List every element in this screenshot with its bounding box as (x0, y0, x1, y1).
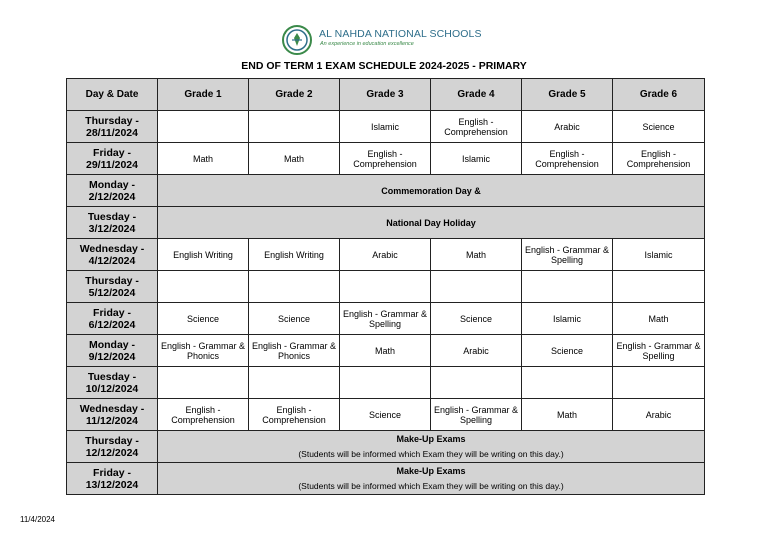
exam-cell: Science (522, 335, 613, 367)
day-label: Tuesday - (87, 370, 137, 383)
date-label: 12/12/2024 (85, 446, 139, 459)
exam-cell: Arabic (613, 399, 705, 431)
exam-cell: English - Comprehension (249, 399, 340, 431)
date-label: 28/11/2024 (86, 126, 138, 139)
column-header-grade-4: Grade 4 (431, 79, 522, 111)
makeup-cell (158, 463, 705, 495)
exam-cell (613, 367, 705, 399)
exam-cell (158, 111, 249, 143)
day-date-cell (67, 431, 158, 463)
exam-cell: Science (340, 399, 431, 431)
exam-cell (431, 367, 522, 399)
school-name: AL NAHDA NATIONAL SCHOOLS (319, 28, 482, 40)
column-header-grade-1: Grade 1 (158, 79, 249, 111)
holiday-text: Commemoration Day & (381, 185, 481, 196)
day-date-cell (67, 111, 158, 143)
makeup-title: Make-Up Exams (396, 434, 466, 444)
exam-cell (340, 367, 431, 399)
exam-cell (249, 271, 340, 303)
exam-cell: English - Comprehension (158, 399, 249, 431)
column-header-grade-5: Grade 5 (522, 79, 613, 111)
date-label: 2/12/2024 (88, 190, 136, 203)
exam-cell: English - Grammar & Phonics (158, 335, 249, 367)
makeup-note: (Students will be informed which Exam they will be writing on this day.) (298, 481, 564, 491)
day-date-cell (67, 335, 158, 367)
day-date-cell (67, 143, 158, 175)
date-label: 9/12/2024 (88, 350, 136, 363)
date-label: 5/12/2024 (88, 286, 136, 299)
date-label: 10/12/2024 (85, 382, 139, 395)
exam-cell: Math (613, 303, 705, 335)
table-row (67, 303, 705, 335)
column-header-day-date: Day & Date (67, 79, 158, 111)
day-label: Thursday - (85, 114, 139, 127)
day-label: Monday - (88, 338, 136, 351)
table-row (67, 367, 705, 399)
exam-cell: Islamic (431, 143, 522, 175)
exam-cell: English - Comprehension (522, 143, 613, 175)
day-label: Wednesday - (79, 242, 145, 255)
day-label: Tuesday - (87, 210, 137, 223)
exam-cell: Math (249, 143, 340, 175)
column-header-grade-3: Grade 3 (340, 79, 431, 111)
table-row (67, 207, 705, 239)
exam-cell: Islamic (522, 303, 613, 335)
exam-cell: English - Grammar & Spelling (613, 335, 705, 367)
exam-cell: English - Grammar & Spelling (522, 239, 613, 271)
exam-cell (158, 271, 249, 303)
exam-cell: Math (340, 335, 431, 367)
makeup-cell (158, 431, 705, 463)
exam-cell: English - Comprehension (613, 143, 705, 175)
exam-cell: English - Grammar & Spelling (431, 399, 522, 431)
exam-cell: Science (431, 303, 522, 335)
day-label: Thursday - (85, 434, 139, 447)
exam-cell: English Writing (158, 239, 249, 271)
holiday-cell (158, 175, 705, 207)
exam-cell: Arabic (431, 335, 522, 367)
day-label: Friday - (93, 306, 131, 319)
day-date-cell (67, 399, 158, 431)
exam-cell (613, 271, 705, 303)
date-label: 13/12/2024 (85, 478, 139, 491)
exam-cell: English - Comprehension (340, 143, 431, 175)
exam-cell: Science (613, 111, 705, 143)
holiday-text: National Day Holiday (386, 217, 476, 228)
date-label: 29/11/2024 (86, 158, 138, 171)
table-row (67, 463, 705, 495)
exam-cell: Science (249, 303, 340, 335)
date-label: 4/12/2024 (88, 254, 136, 267)
exam-cell: English - Grammar & Phonics (249, 335, 340, 367)
exam-cell (431, 271, 522, 303)
exam-cell (158, 367, 249, 399)
day-date-cell (67, 367, 158, 399)
header-row (67, 79, 705, 111)
exam-cell: Islamic (340, 111, 431, 143)
column-header-grade-6: Grade 6 (613, 79, 705, 111)
date-label: 3/12/2024 (88, 222, 136, 235)
date-label: 6/12/2024 (88, 318, 136, 331)
exam-cell: Math (522, 399, 613, 431)
makeup-title: Make-Up Exams (396, 466, 466, 476)
column-header-grade-2: Grade 2 (249, 79, 340, 111)
school-header (0, 22, 768, 56)
table-row (67, 239, 705, 271)
exam-cell: Math (158, 143, 249, 175)
day-date-cell (67, 175, 158, 207)
exam-cell: Science (158, 303, 249, 335)
exam-cell: Islamic (613, 239, 705, 271)
table-row (67, 271, 705, 303)
day-date-cell (67, 303, 158, 335)
exam-cell: English - Comprehension (431, 111, 522, 143)
table-row (67, 175, 705, 207)
exam-cell (340, 271, 431, 303)
exam-cell (522, 271, 613, 303)
day-date-cell (67, 271, 158, 303)
table-row (67, 431, 705, 463)
exam-cell: Arabic (522, 111, 613, 143)
exam-cell (249, 367, 340, 399)
footer-date: 11/4/2024 (20, 515, 55, 524)
day-label: Wednesday - (79, 402, 145, 415)
day-date-cell (67, 463, 158, 495)
exam-schedule-table (66, 78, 705, 495)
makeup-note: (Students will be informed which Exam they will be writing on this day.) (298, 449, 564, 459)
day-label: Friday - (93, 146, 131, 159)
school-logo-icon (281, 24, 313, 56)
table-row (67, 335, 705, 367)
table-row (67, 399, 705, 431)
table-row (67, 143, 705, 175)
day-date-cell (67, 239, 158, 271)
exam-cell (522, 367, 613, 399)
exam-cell: Arabic (340, 239, 431, 271)
exam-cell: Math (431, 239, 522, 271)
exam-cell: English - Grammar & Spelling (340, 303, 431, 335)
day-label: Thursday - (85, 274, 139, 287)
school-tagline: An experience in education excellence (320, 41, 414, 47)
exam-cell (249, 111, 340, 143)
holiday-cell (158, 207, 705, 239)
day-label: Monday - (88, 178, 136, 191)
day-date-cell (67, 207, 158, 239)
page-title: END OF TERM 1 EXAM SCHEDULE 2024-2025 - PRIMARY (241, 60, 527, 72)
exam-cell: English Writing (249, 239, 340, 271)
date-label: 11/12/2024 (86, 414, 138, 427)
table-row (67, 111, 705, 143)
day-label: Friday - (93, 466, 131, 479)
